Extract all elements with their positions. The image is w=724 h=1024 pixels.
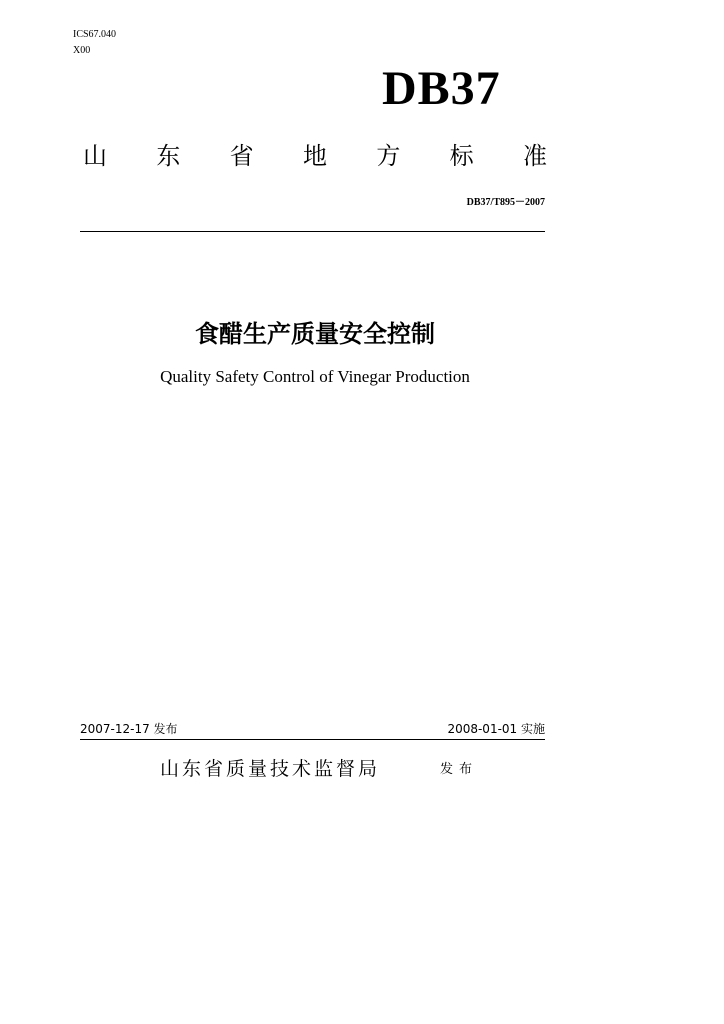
- implementation-date: 2008-01-01 实施: [447, 722, 545, 736]
- classification-code: X00: [73, 45, 91, 56]
- ics-code: ICS67.040: [73, 29, 117, 40]
- top-divider: [80, 231, 545, 232]
- standard-kind-char: 山: [83, 142, 107, 170]
- standard-kind-char: 准: [522, 142, 547, 170]
- standard-kind-char: 东: [156, 142, 181, 170]
- standard-kind-char: 方: [376, 142, 401, 170]
- standard-kind-char: 省: [229, 142, 254, 170]
- standard-kind-char: 地: [302, 142, 327, 170]
- issue-date: 2007-12-17 发布: [80, 722, 178, 736]
- document-title-chinese: 食醋生产质量安全控制: [195, 320, 435, 348]
- issuing-authority-suffix: 发布: [440, 762, 479, 777]
- document-title-english: Quality Safety Control of Vinegar Production: [160, 367, 470, 386]
- standard-number: DB37/T895－2007: [466, 197, 545, 208]
- bottom-divider: [80, 739, 545, 740]
- standard-kind-char: 标: [449, 142, 474, 170]
- standard-logo: DB37: [382, 62, 501, 115]
- standard-kind: [80, 141, 550, 171]
- issuing-authority: 山东省质量技术监督局: [160, 758, 381, 780]
